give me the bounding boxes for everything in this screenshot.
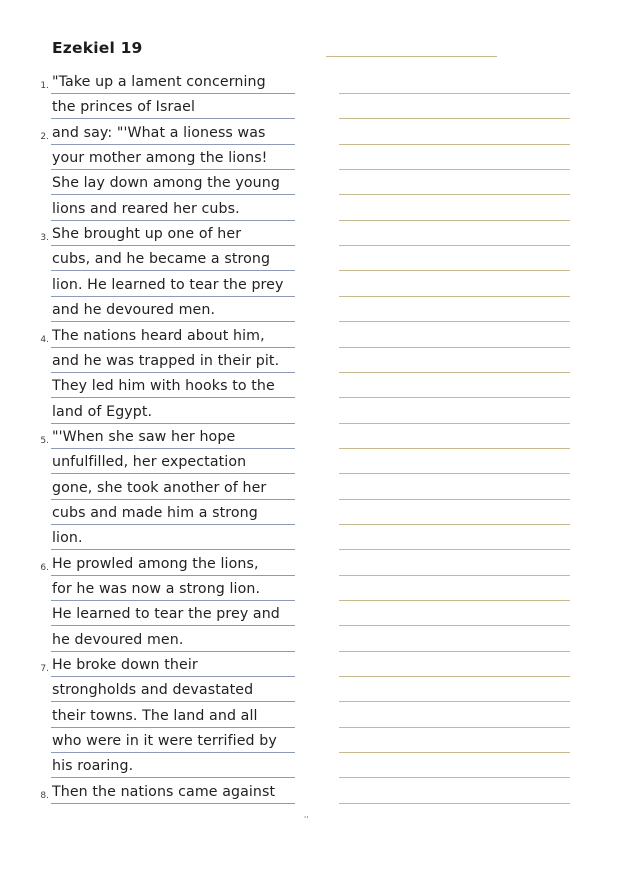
verse-text: cubs and made him a strong [52, 504, 258, 521]
verse-text: gone, she took another of her [52, 479, 267, 496]
copy-writing-line [339, 625, 570, 626]
verse-text: lion. He learned to tear the prey [52, 276, 284, 293]
copy-writing-line [339, 93, 570, 94]
verse-line [0, 72, 624, 97]
verse-text: strongholds and devastated [52, 682, 254, 699]
copy-writing-line [339, 549, 570, 550]
page-title: Ezekiel 19 [52, 39, 143, 57]
verse-number: 7. [40, 664, 49, 675]
text-underline [51, 777, 295, 778]
copy-writing-line [339, 701, 570, 702]
text-underline [51, 803, 295, 804]
verse-line [0, 275, 624, 300]
text-underline [51, 118, 295, 119]
verse-number: 8. [40, 790, 49, 801]
verse-line [0, 706, 624, 731]
text-underline [51, 752, 295, 753]
text-underline [51, 347, 295, 348]
verse-text: She lay down among the young [52, 175, 280, 192]
verse-text: his roaring. [52, 758, 134, 775]
text-underline [51, 499, 295, 500]
verse-text: he devoured men. [52, 631, 184, 648]
verse-text: and say: "'What a lioness was [52, 124, 266, 141]
text-underline [51, 372, 295, 373]
verse-line [0, 376, 624, 401]
verse-line [0, 655, 624, 680]
copy-writing-line [339, 169, 570, 170]
verse-line [0, 300, 624, 325]
verse-text: cubs, and he became a strong [52, 251, 271, 268]
verse-line [0, 630, 624, 655]
verse-line [0, 579, 624, 604]
copy-writing-line [339, 423, 570, 424]
verse-text: land of Egypt. [52, 403, 153, 420]
verse-text: and he was trapped in their pit. [52, 352, 280, 369]
text-underline [51, 93, 295, 94]
verse-text: Then the nations came against [52, 783, 276, 800]
verse-line [0, 173, 624, 198]
verse-number: 2. [40, 131, 49, 142]
verse-text: He learned to tear the prey and [52, 606, 280, 623]
text-underline [51, 625, 295, 626]
copy-writing-line [339, 372, 570, 373]
verse-line [0, 452, 624, 477]
verse-line [0, 148, 624, 173]
verse-line [0, 402, 624, 427]
text-underline [51, 296, 295, 297]
verse-line [0, 528, 624, 553]
copy-writing-line [339, 245, 570, 246]
verse-line [0, 224, 624, 249]
verse-text: He prowled among the lions, [52, 555, 259, 572]
verse-text: lions and reared her cubs. [52, 200, 240, 217]
verse-line [0, 756, 624, 781]
verse-text: unfulfilled, her expectation [52, 454, 247, 471]
verse-text: their towns. The land and all [52, 707, 258, 724]
text-underline [51, 169, 295, 170]
copy-writing-line [339, 321, 570, 322]
verse-line [0, 326, 624, 351]
copy-writing-line [339, 270, 570, 271]
text-underline [51, 676, 295, 677]
copy-writing-line [339, 803, 570, 804]
text-underline [51, 600, 295, 601]
copy-writing-line [339, 575, 570, 576]
verse-number: 6. [40, 562, 49, 573]
copy-writing-line [339, 397, 570, 398]
verse-text: She brought up one of her [52, 226, 242, 243]
copy-writing-line [339, 651, 570, 652]
verse-text: The nations heard about him, [52, 327, 265, 344]
copy-writing-line [339, 144, 570, 145]
verse-number: 1. [40, 81, 49, 91]
text-underline [51, 270, 295, 271]
text-underline [51, 727, 295, 728]
verse-text: lion. [52, 530, 83, 547]
copy-writing-line [339, 347, 570, 348]
verse-line [0, 478, 624, 503]
verse-line [0, 680, 624, 705]
copy-writing-line [339, 752, 570, 753]
verse-number: 5. [40, 435, 49, 446]
copy-writing-line [339, 524, 570, 525]
text-underline [51, 448, 295, 449]
text-underline [51, 651, 295, 652]
verse-text: "Take up a lament concerning [52, 74, 266, 90]
text-underline [51, 701, 295, 702]
text-underline [51, 144, 295, 145]
verse-text: for he was now a strong lion. [52, 581, 261, 597]
verse-line [0, 97, 624, 122]
copy-writing-line [339, 473, 570, 474]
verse-line [0, 731, 624, 756]
copy-writing-line [339, 499, 570, 500]
copy-writing-line [339, 448, 570, 449]
text-underline [51, 397, 295, 398]
copy-writing-line [339, 676, 570, 677]
text-underline [51, 423, 295, 424]
verse-line [0, 427, 624, 452]
text-underline [51, 220, 295, 221]
verse-text: "'When she saw her hope [52, 428, 236, 445]
copy-writing-line [339, 777, 570, 778]
verse-line [0, 554, 624, 579]
copy-writing-line [339, 600, 570, 601]
copy-writing-line [339, 194, 570, 195]
verse-line [0, 123, 624, 148]
verse-text: your mother among the lions! [52, 150, 268, 167]
verse-text: They led him with hooks to the [52, 378, 275, 395]
copy-writing-line [339, 727, 570, 728]
verse-line [0, 782, 624, 807]
verse-text: the princes of Israel [52, 99, 196, 116]
text-underline [51, 245, 295, 246]
text-underline [51, 194, 295, 195]
verse-line [0, 249, 624, 274]
verse-line [0, 503, 624, 528]
text-underline [51, 321, 295, 322]
text-underline [51, 549, 295, 550]
verse-text: He broke down their [52, 657, 198, 674]
verse-line [0, 199, 624, 224]
verse-number: 3. [40, 233, 49, 244]
text-underline [51, 575, 295, 576]
verse-text: who were in it were terrified by [52, 733, 277, 750]
text-underline [51, 473, 295, 474]
copy-writing-line [339, 220, 570, 221]
verse-line [0, 604, 624, 629]
verse-line [0, 351, 624, 376]
verse-text: and he devoured men. [52, 302, 216, 319]
copy-writing-line [339, 296, 570, 297]
copy-writing-line [339, 118, 570, 119]
text-underline [51, 524, 295, 525]
page-number: '' [304, 815, 309, 824]
verse-number: 4. [40, 334, 49, 345]
